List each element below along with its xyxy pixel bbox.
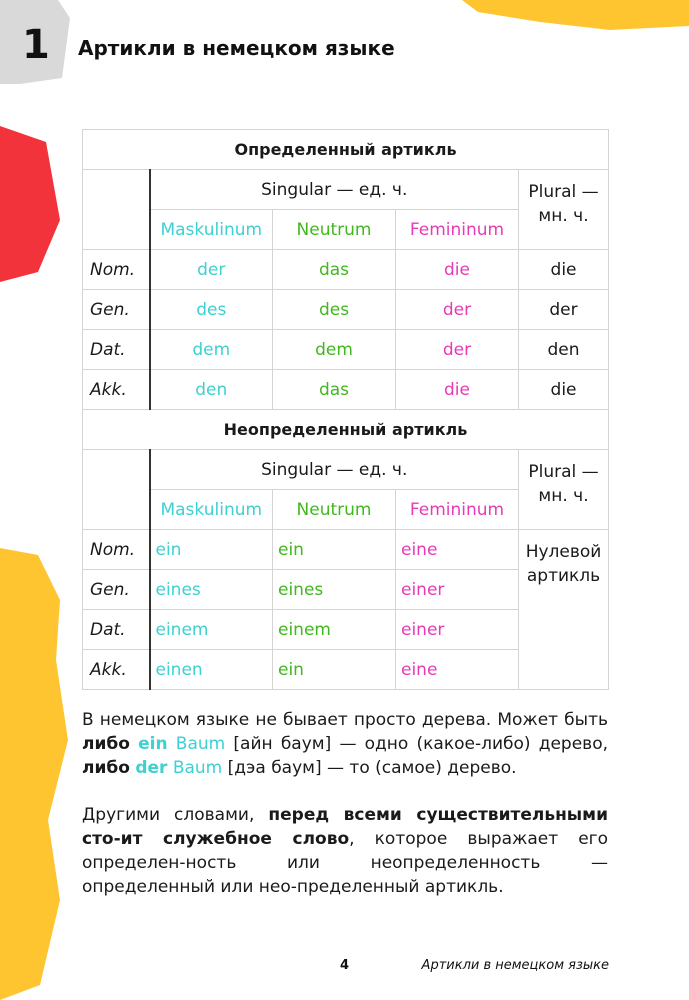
case-label: Akk. (83, 650, 150, 690)
definite-title-row (83, 130, 609, 170)
table-row (83, 330, 609, 370)
yellow-left-shape (0, 548, 68, 1000)
article-cell: der (150, 250, 273, 290)
red-left-shape (0, 126, 60, 282)
article-cell: die (519, 250, 609, 290)
article-cell: eine (396, 530, 519, 570)
definite-article-title: Определенный артикль (83, 130, 609, 170)
definite-singular-row (83, 170, 609, 210)
article-cell: dem (150, 330, 273, 370)
gender-masculine: Maskulinum (150, 210, 273, 250)
article-cell: die (396, 370, 519, 410)
chapter-number: 1 (22, 22, 50, 68)
gender-neuter: Neutrum (273, 210, 396, 250)
chapter-title: Артикли в немецком языке (78, 36, 395, 60)
case-label: Dat. (83, 610, 150, 650)
article-cell: die (519, 370, 609, 410)
definite-plural-header: Plural — мн. ч. (519, 170, 609, 250)
article-cell: dem (273, 330, 396, 370)
article-cell: des (273, 290, 396, 330)
article-cell: einer (396, 570, 519, 610)
article-cell: das (273, 250, 396, 290)
gender-feminine: Femininum (396, 490, 519, 530)
case-label: Gen. (83, 570, 150, 610)
case-label: Akk. (83, 370, 150, 410)
article-cell: der (519, 290, 609, 330)
table-row (83, 370, 609, 410)
case-label: Dat. (83, 330, 150, 370)
article-cell: das (273, 370, 396, 410)
indefinite-singular-header: Singular — ед. ч. (150, 450, 519, 490)
article-cell: einem (150, 610, 273, 650)
running-head: Артикли в немецком языке (421, 958, 609, 973)
table-row (83, 530, 609, 570)
articles-table (82, 129, 609, 690)
example-noun: Baum (175, 734, 226, 754)
indefinite-title-row (83, 410, 609, 450)
indefinite-article-title: Неопределенный артикль (83, 410, 609, 450)
indefinite-singular-row (83, 450, 609, 490)
explanation-paragraph-2: Другими словами, перед всеми существительными сто-ит служебное слово, которое выражает его определен-ность или неопределенность — определенный или нео-пределенный артикль. (82, 805, 608, 897)
article-cell: einer (396, 610, 519, 650)
case-label: Nom. (83, 250, 150, 290)
article-cell: eine (396, 650, 519, 690)
gender-neuter: Neutrum (273, 490, 396, 530)
example-article-der: der (135, 758, 168, 778)
article-cell: den (519, 330, 609, 370)
article-cell: einen (150, 650, 273, 690)
article-cell: den (150, 370, 273, 410)
article-cell: der (396, 290, 519, 330)
definite-singular-header: Singular — ед. ч. (150, 170, 519, 210)
case-label: Gen. (83, 290, 150, 330)
table-row (83, 290, 609, 330)
article-cell: ein (273, 650, 396, 690)
gender-masculine: Maskulinum (150, 490, 273, 530)
example-noun: Baum (172, 758, 223, 778)
article-cell: ein (273, 530, 396, 570)
yellow-top-shape (462, 0, 689, 30)
article-cell: des (150, 290, 273, 330)
case-label: Nom. (83, 530, 150, 570)
indefinite-plural-header: Plural — мн. ч. (519, 450, 609, 530)
article-cell: einem (273, 610, 396, 650)
article-cell: die (396, 250, 519, 290)
article-cell: eines (273, 570, 396, 610)
article-cell: ein (150, 530, 273, 570)
article-cell: der (396, 330, 519, 370)
table-row (83, 250, 609, 290)
example-article-ein: ein (138, 734, 168, 754)
page-number: 4 (340, 958, 350, 973)
article-cell: eines (150, 570, 273, 610)
zero-article-cell: Нулевой артикль (519, 530, 609, 690)
gender-feminine: Femininum (396, 210, 519, 250)
explanation-paragraph-1: В немецком языке не бывает просто дерева. Может быть либо ein Baum [айн баум] — одно (какое-либо) дерево, либо der Baum [дэа баум] — то (самое) дерево. (82, 710, 608, 778)
